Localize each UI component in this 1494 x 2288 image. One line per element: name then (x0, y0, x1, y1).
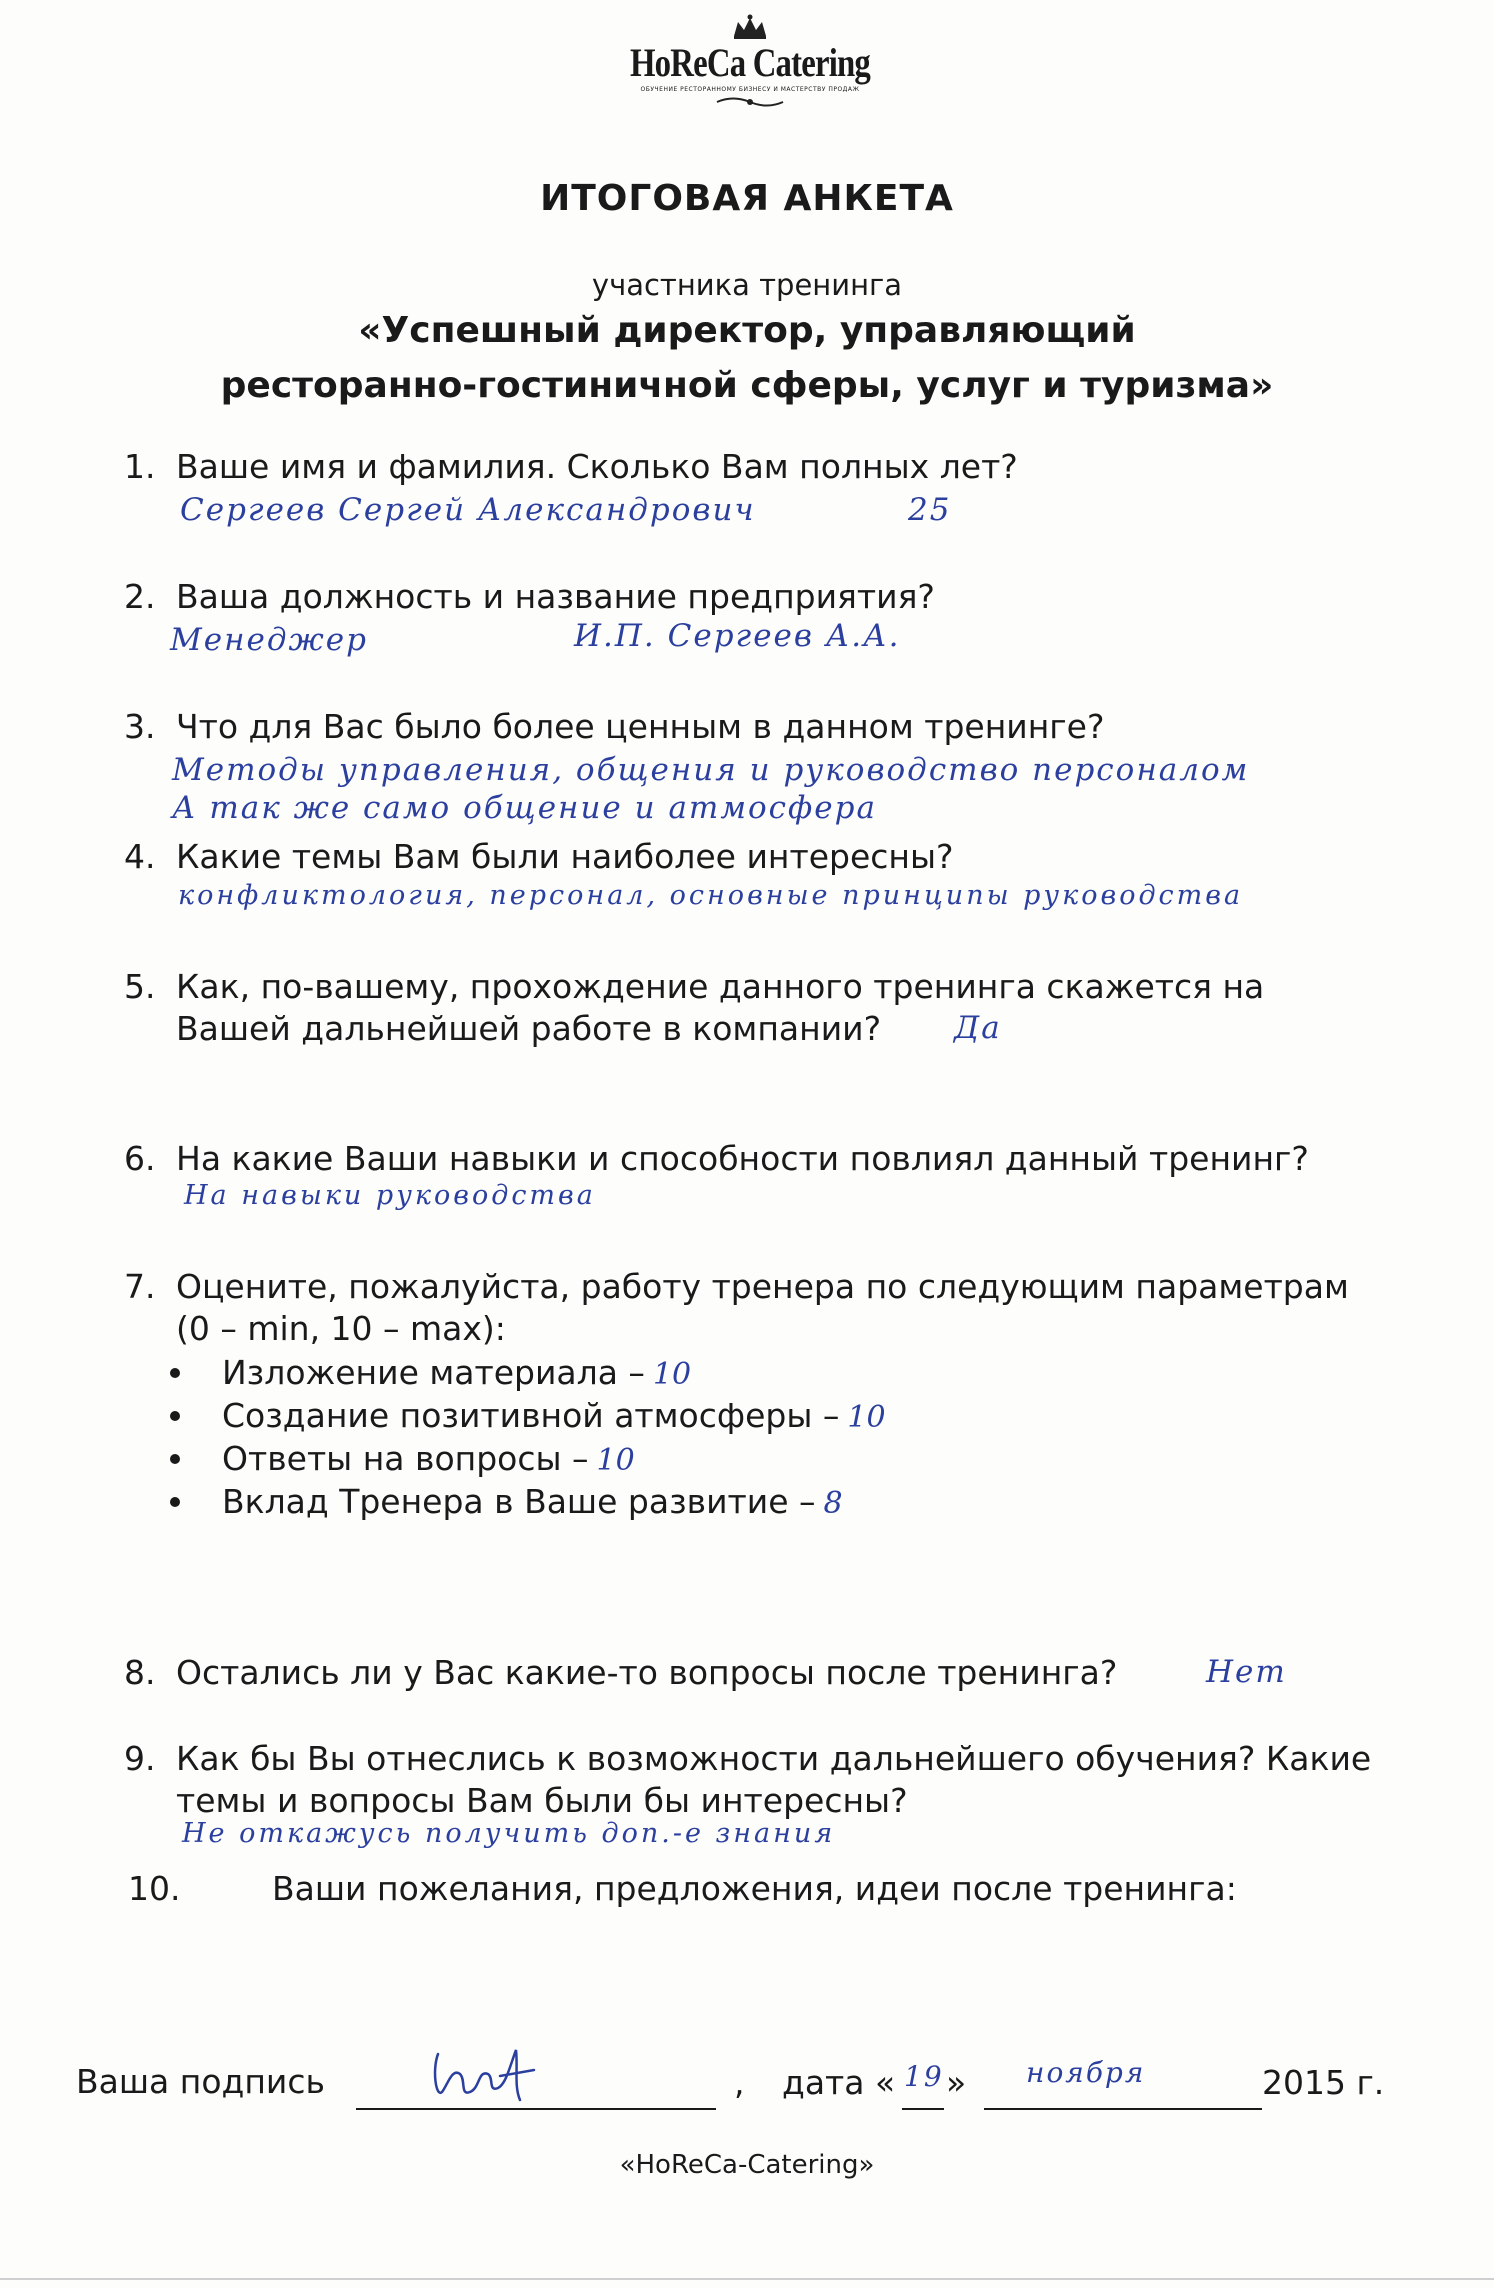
bullet-icon (170, 1411, 180, 1421)
page-title: ИТОГОВАЯ АНКЕТА (540, 178, 954, 219)
answer-9: Не откажусь получить доп.-е знания (182, 1818, 836, 1849)
answer-5: Да (954, 1010, 1002, 1046)
answer-1-name: Сергеев Сергей Александрович (180, 492, 756, 528)
scan-edge (0, 2278, 1494, 2280)
bullet-icon (170, 1368, 180, 1378)
answer-2-company: И.П. Сергеев А.А. (574, 618, 901, 654)
rating-item: Изложение материала – 10 (170, 1351, 886, 1394)
rating-score: 8 (823, 1486, 843, 1521)
answer-6: На навыки руководства (184, 1180, 596, 1211)
course-line-1: «Успешный директор, управляющий (358, 310, 1136, 351)
bullet-icon (170, 1497, 180, 1507)
date-close-quote: » (946, 2063, 967, 2102)
answer-3-line-2: А так же само общение и атмосфера (172, 790, 877, 826)
footer-brand: «HoReCa-Catering» (619, 2150, 875, 2180)
page-subtitle: участника тренинга (591, 268, 903, 302)
answer-2-position: Менеджер (170, 622, 368, 658)
questionnaire-page: HoReCa Catering ОБУЧЕНИЕ РЕСТОРАННОМУ БИЗНЕСУ И МАСТЕРСТВУ ПРОДАЖ ИТОГОВАЯ АНКЕТА участника тренинга «Успешный директор, управляющий ресторанно-гостиничной сферы, услуг и туризма» 1. Ваше имя и фамилия. Сколько Вам полных лет? Сергеев Сергей Александрович 25 2. Ваша должность и название предприятия? Менеджер И.П. Сергеев А.А. 3. Что для Вас было более ценным в данном тренинге? Методы управления, общения и руководство персоналом А так же само общение и атмосфера 4. Какие темы Вам были наиболее интересны? конфликтология, персонал, основные принципы руководства 5. Как, по-вашему, прохождение данного тренинга скажется на Вашей дальнейшей работе в компании? Да 6. На какие Ваши навыки и способности повлиял данный тренинг? На навыки руководства 7. Оцените, пожалуйста, работу тренера по следующим параметрам (0 – min, 10 – max): Изложение материала – 10 Создание позитивной атмосферы – 10 Ответы на вопросы – 10 Вклад Тренера в Ваше развитие – 8 8. Остались ли у Вас какие-то вопросы после тренинга? Нет 9. Как бы Вы отнеслись к возможности дальнейшего обучения? Какие темы и вопросы Вам были бы интересны? Не откажусь получить доп.-е знания 10. Ваши пожелания, предложения, идеи после тренинга: Ваша подпись , дата « 19 » ноября 2015 г. «HoReCa-Catering» (0, 0, 1494, 2288)
rating-score: 10 (596, 1443, 635, 1478)
date-month: ноября (1026, 2056, 1146, 2089)
date-day: 19 (904, 2060, 944, 2093)
signature-comma: , (734, 2063, 745, 2102)
course-line-2: ресторанно-гостиничной сферы, услуг и туризма» (220, 365, 1274, 406)
rating-item: Вклад Тренера в Ваше развитие – 8 (170, 1480, 886, 1523)
day-line (902, 2108, 944, 2110)
rating-score: 10 (652, 1357, 692, 1392)
date-label: дата « (782, 2063, 896, 2102)
rating-list (170, 1351, 886, 1523)
rating-item: Ответы на вопросы – 10 (170, 1437, 886, 1480)
signature-label: Ваша подпись (76, 2062, 325, 2101)
course-name (0, 303, 1494, 413)
answer-4: конфликтология, персонал, основные принципы руководства (178, 880, 1244, 911)
date-year: 2015 г. (1262, 2063, 1385, 2102)
logo-name: HoReCa Catering (629, 40, 871, 85)
ornament-icon (715, 95, 785, 109)
month-line (984, 2108, 1262, 2110)
crown-icon (730, 14, 770, 40)
bullet-icon (170, 1454, 180, 1464)
company-logo (600, 14, 900, 124)
signature-row (76, 2062, 325, 2101)
answer-8: Нет (1206, 1654, 1287, 1690)
rating-item: Создание позитивной атмосферы – 10 (170, 1394, 886, 1437)
rating-score: 10 (847, 1400, 886, 1435)
logo-tagline: ОБУЧЕНИЕ РЕСТОРАННОМУ БИЗНЕСУ И МАСТЕРСТВУ ПРОДАЖ (640, 86, 860, 93)
handwritten-signature (430, 2040, 550, 2110)
answer-1-age: 25 (908, 492, 952, 528)
answer-3-line-1: Методы управления, общения и руководство персоналом (172, 752, 1250, 788)
